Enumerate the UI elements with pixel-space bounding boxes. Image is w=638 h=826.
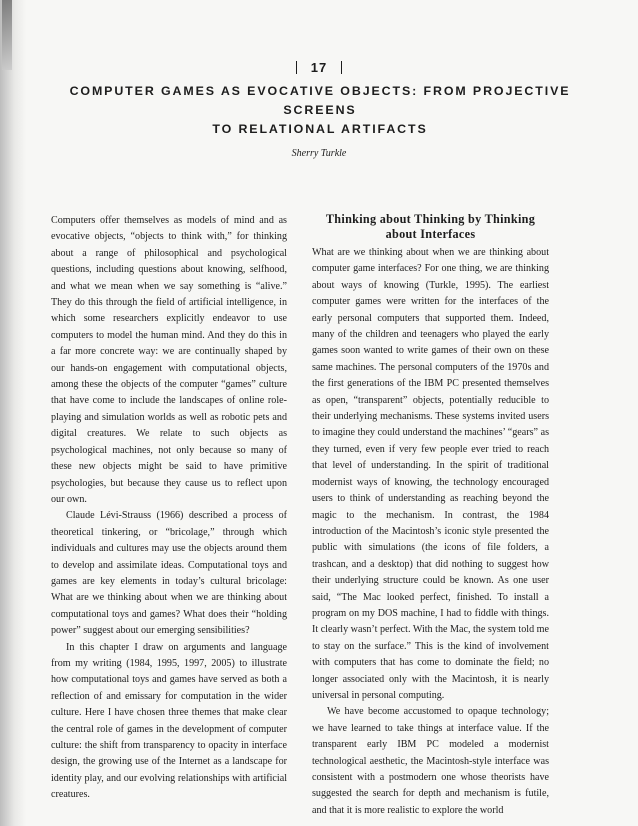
page-number-left-rule — [296, 61, 297, 74]
section-heading-line-2: about Interfaces — [385, 227, 476, 241]
body-paragraph: What are we thinking about when we are thinking about computer game interfaces? For one thing, we are thinking about ways of knowing (Turkle, 1995). The earliest computer games were written for the interfaces of the early personal computers that supported them. Indeed, many of the children and teenagers who played the early games soon wanted to write games of their own on these same machines. The personal computers of the 1970s and the first generations of the IBM PC presented themselves as open, “transparent” objects, potentially reducible to their underlying mechanisms. These systems invited users to imagine they could understand the machines’ “gears” as they turned, even if very few people ever tried to reach that level of understanding. In the spirit of traditional modernist ways of knowing, the technology encouraged users to think of understanding as reaching beyond the magic to the mechanism. In contrast, the 1984 introduction of the Macintosh’s iconic style presented the public with simulations (the icons of file folders, a trashcan, and a desktop) that did nothing to suggest how their underlying structure could be known. As one user said, “The Mac looked perfect, finished. To install a program on my DOS machine, I had to fiddle with things. It clearly wasn’t perfect. With the Mac, the system told me to stay on the surface.” This is the kind of involvement with computers that has come to dominate the field; no longer associated only with the Macintosh, it is nearly universal in personal computing. — [312, 247, 549, 701]
chapter-title-line-2: TO RELATIONAL ARTIFACTS — [212, 122, 428, 136]
body-paragraph: Claude Lévi-Strauss (1966) described a process of theoretical tinkering, or “bricolage,” through which individuals and cultures may use the objects around them to develop and assimilate ideas. Computational toys and games are key elements in today’s cultural bricolage: What are we thinking about when we are thinking about computational toys and games? What does their “holding power” suggest about our emerging sensibilities? — [51, 510, 287, 637]
chapter-title — [40, 82, 600, 139]
author-name: Sherry Turkle — [291, 148, 347, 159]
left-column — [51, 213, 287, 804]
page-binding-shadow — [0, 0, 26, 826]
page-number — [0, 60, 638, 75]
page-number-right-rule — [341, 61, 342, 74]
right-column — [312, 212, 549, 819]
body-paragraph: Computers offer themselves as models of mind and as evocative objects, “objects to think with,” for thinking about a range of philosophical and psychological questions, including questions about knowing, selfhood, and what we mean when we say something is “alive.” They do this through the field of artificial intelligence, in which some researchers explicitly endeavor to use computers to model the human mind. And they do this in a far more concrete way: we are continually shaped by our hands-on engagement with computational objects, among these the objects of the computer “games” culture that have come to include the landscapes of online role-playing and simulation worlds as well as robotic pets and digital creatures. We relate to such objects as psychological machines, not only because so many of these new objects might be said to have primitive psychologies, but because they cause us to reflect upon our own. — [51, 215, 287, 505]
body-paragraph: We have become accustomed to opaque technology; we have learned to take things at interface value. If the transparent early IBM PC modeled a modernist technological aesthetic, the Macintosh-style interface was consistent with a postmodern one whose theorists have suggested the search for depth and mechanism is futile, and that it is more realistic to explore the world — [312, 706, 549, 816]
section-heading — [312, 212, 549, 242]
section-heading-line-1: Thinking about Thinking by Thinking — [325, 212, 536, 226]
body-paragraph: In this chapter I draw on arguments and language from my writing (1984, 1995, 1997, 2005) to illustrate how computational toys and games have served as both a reflection of and emissary for computation in the wider culture. Here I have chosen three themes that make clear the central role of games in the development of computer culture: the shift from transparency to opacity in interface design, the growing use of the Internet as a landscape for identity play, and our evolving relationships with artificial creatures. — [51, 641, 287, 801]
chapter-title-line-1: COMPUTER GAMES AS EVOCATIVE OBJECTS: FROM PROJECTIVE SCREENS — [69, 84, 571, 117]
page-number-text: 17 — [310, 60, 328, 75]
